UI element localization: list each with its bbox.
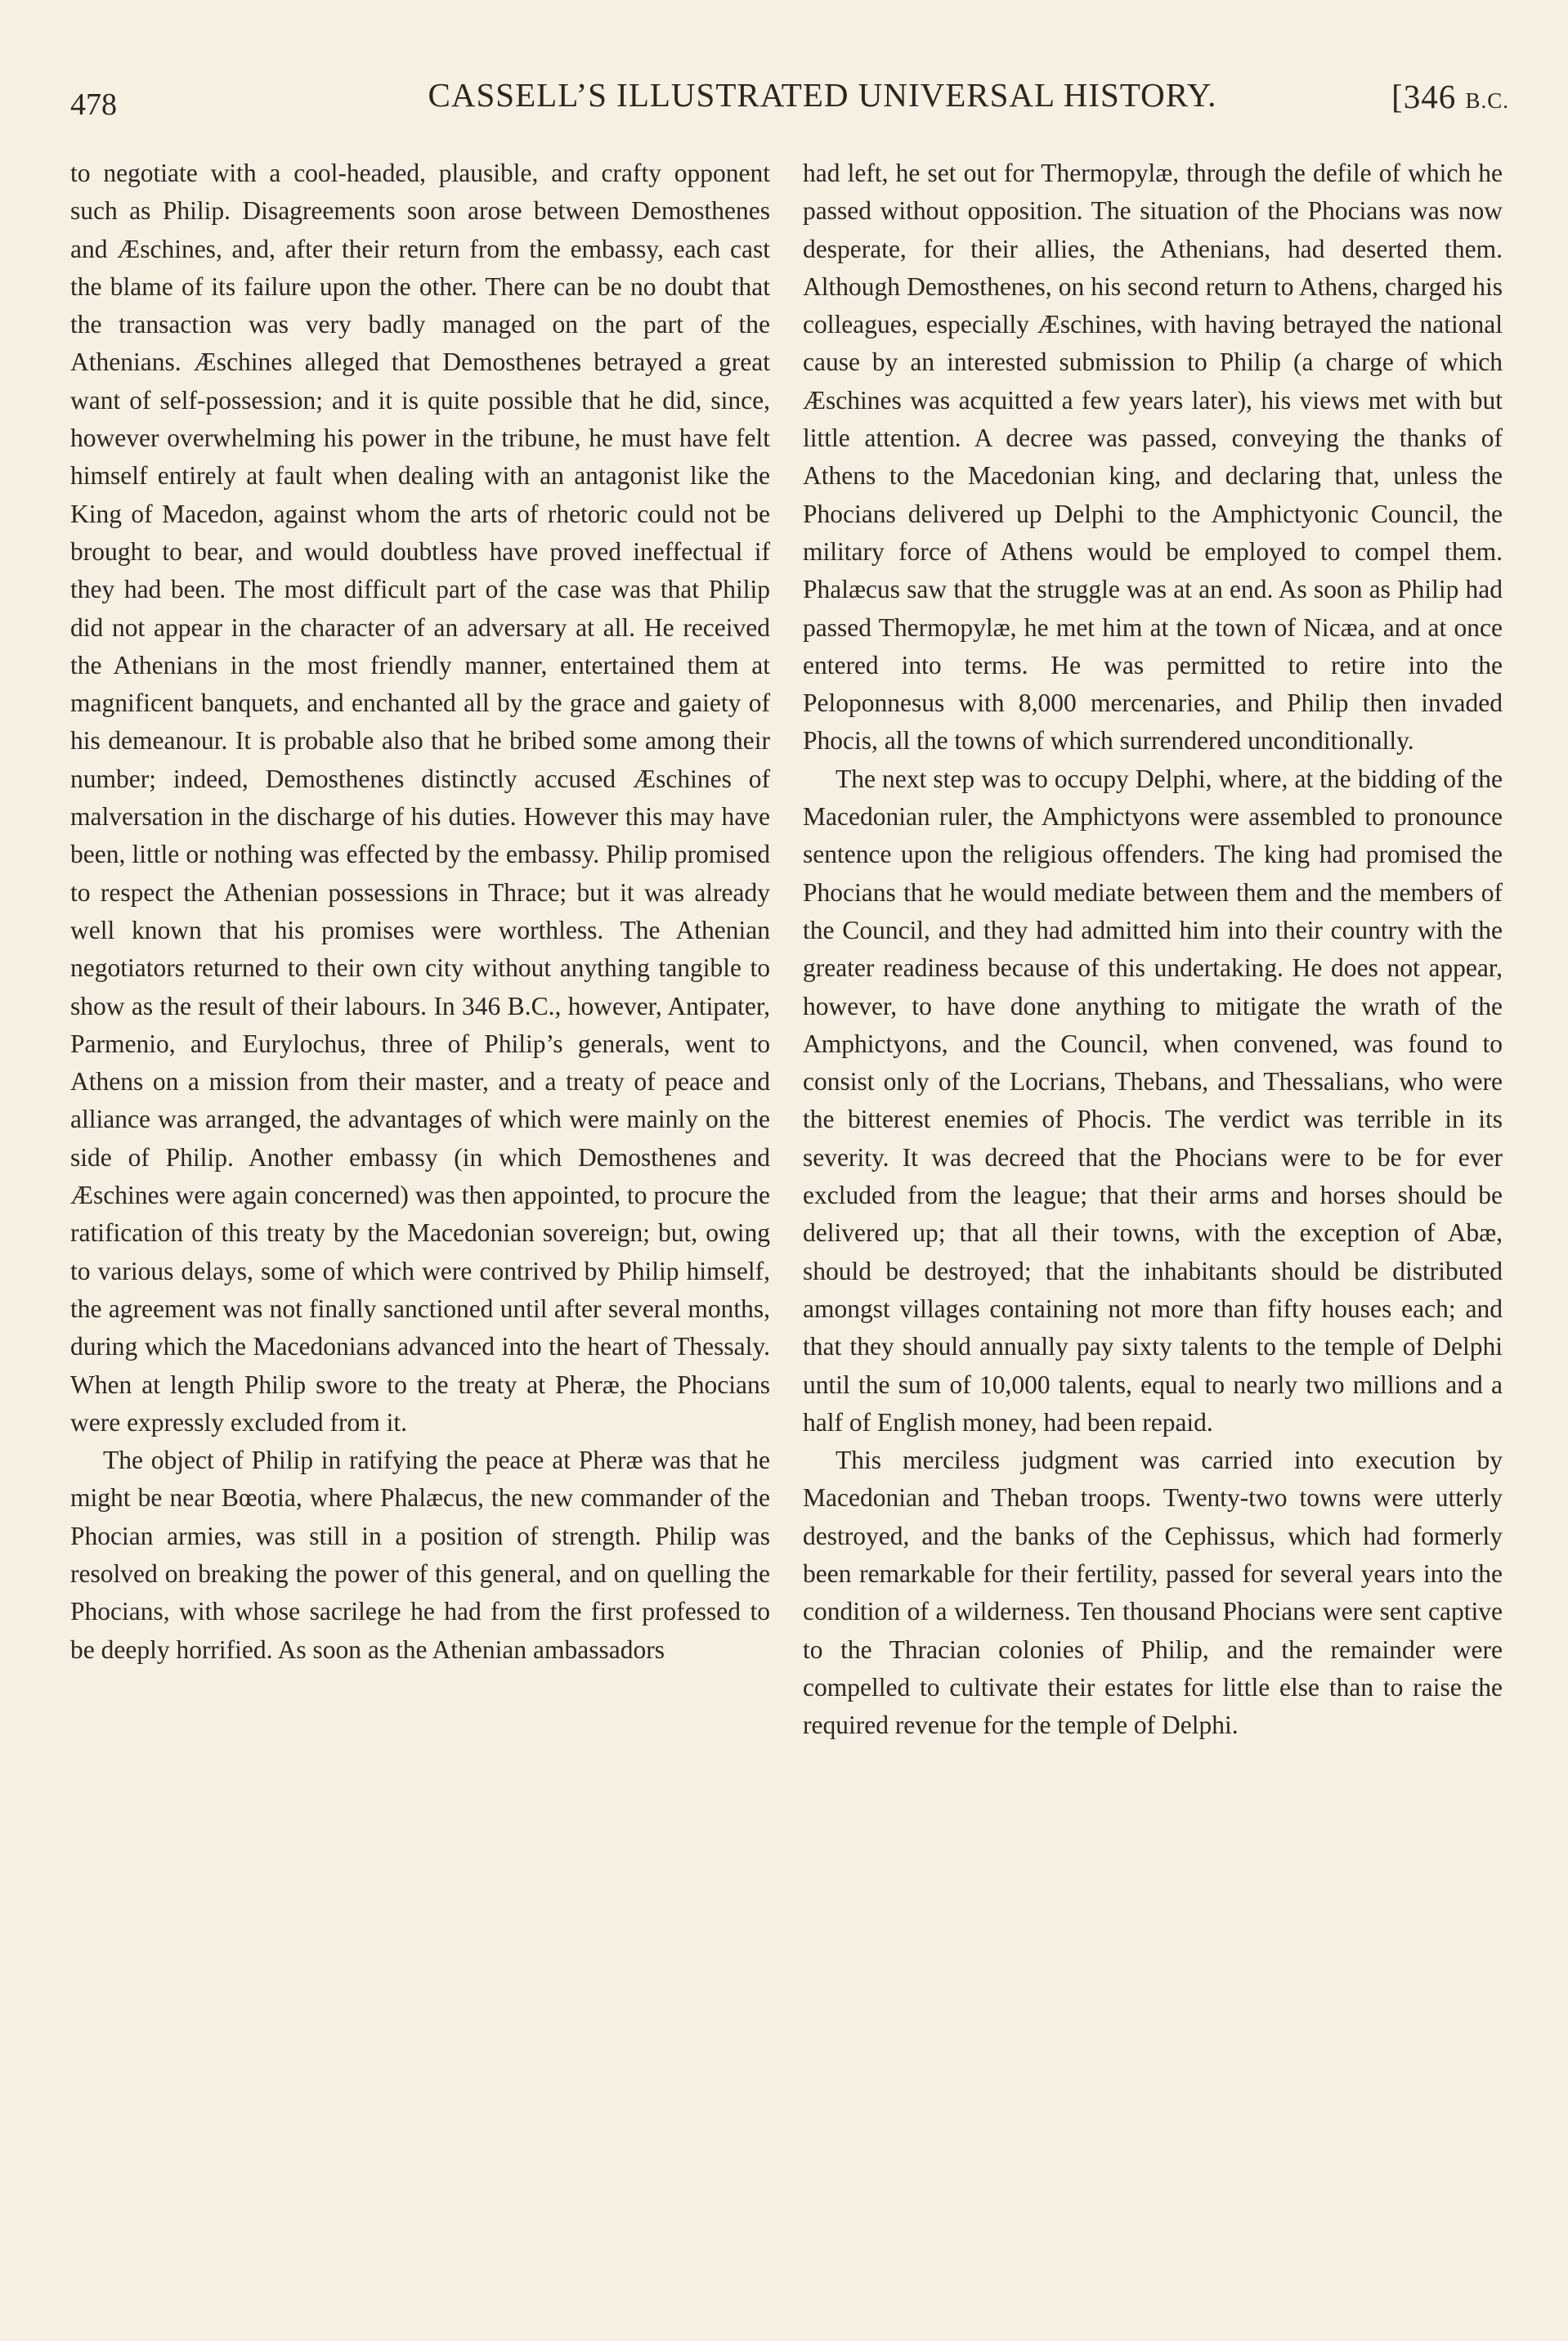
date-prefix: [346 bbox=[1391, 78, 1466, 115]
right-paragraph-1: had left, he set out for Thermopylæ, through the defile of which he passed without opposition. The situation of the Phocians was now desperate, for their allies, the Athenians, had deserted them. Although Demosthenes, on his second return to Athens, charged his colleagues, especially Æschines, with having betrayed the national cause by an interested submission to Philip (a charge of which Æschines was acquitted a few years later), his views met with but little attention. A decree was passed, conveying the thanks of Athens to the Macedonian king, and declaring that, unless the Phocians delivered up Delphi to the Amphictyonic Council, the military force of Athens would be employed to compel them. Phalæcus saw that the struggle was at an end. As soon as Philip had passed Thermopylæ, he met him at the town of Nicæa, and at once entered into terms. He was permitted to retire into the Peloponnesus with 8,000 mercenaries, and Philip then invaded Phocis, all the towns of which surrendered unconditionally. bbox=[803, 159, 1503, 756]
date-era: B.C. bbox=[1465, 88, 1509, 113]
running-title: CASSELL’S ILLUSTRATED UNIVERSAL HISTORY. bbox=[428, 76, 1217, 114]
left-paragraph-1: to negotiate with a cool-headed, plausible, and crafty opponent such as Philip. Disagreements soon arose between Demosthenes and Æschines, and, after their return from the embassy, each cast the blame of its failure upon the other. There can be no doubt that the transaction was very badly managed on the part of the Athenians. Æschines alleged that Demosthenes betrayed a great want of self-possession; and it is quite possible that he did, since, however overwhelming his power in the tribune, he must have felt himself entirely at fault when dealing with an antagonist like the King of Macedon, against whom the arts of rhetoric could not be brought to bear, and would doubtless have proved ineffectual if they had been. The most difficult part of the case was that Philip did not appear in the character of an adversary at all. He received the Athenians in the most friendly manner, entertained them at magnificent banquets, and enchanted all by the grace and gaiety of his demeanour. It is probable also that he bribed some among their number; indeed, Demosthenes distinctly accused Æschines of malversation in the discharge of his duties. However this may have been, little or nothing was effected by the embassy. Philip promised to respect the Athenian possessions in Thrace; but it was already well known that his promises were worthless. The Athenian negotiators returned to their own city without anything tangible to show as the result of their labours. In 346 B.C., however, Antipater, Parmenio, and Eurylochus, three of Philip’s generals, went to Athens on a mission from their master, and a treaty of peace and alliance was arranged, the advantages of which were mainly on the side of Philip. Another embassy (in which Demosthenes and Æschines were again concerned) was then appointed, to procure the ratification of this treaty by the Macedonian sovereign; but, owing to various delays, some of which were contrived by Philip himself, the agreement was not finally sanctioned until after several months, during which the Macedonians advanced into the heart of Thessaly. When at length Philip swore to the treaty at Pheræ, the Phocians were expressly excluded from it. bbox=[70, 159, 770, 1437]
page-number: 478 bbox=[70, 87, 117, 122]
right-column bbox=[803, 155, 1503, 1744]
date-marker bbox=[1391, 77, 1509, 116]
running-header bbox=[70, 75, 1509, 124]
right-paragraph-2: The next step was to occupy Delphi, where, at the bidding of the Macedonian ruler, the Amphictyons were assembled to pronounce sentence upon the religious offenders. The king had promised the Phocians that he would mediate between them and the members of the Council, and they had admitted him into their country with the greater readiness because of this undertaking. He does not appear, however, to have done anything to mitigate the wrath of the Amphictyons, and the Council, when convened, was found to consist only of the Locrians, Thebans, and Thessalians, who were the bitterest enemies of Phocis. The verdict was terrible in its severity. It was decreed that the Phocians were to be for ever excluded from the league; that their arms and horses should be delivered up; that all their towns, with the exception of Abæ, should be destroyed; that the inhabitants should be distributed amongst villages containing not more than fifty houses each; and that they should annually pay sixty talents to the temple of Delphi until the sum of 10,000 talents, equal to nearly two millions and a half of English money, had been repaid. bbox=[803, 764, 1503, 1437]
left-column bbox=[70, 155, 770, 1669]
left-paragraph-2: The object of Philip in ratifying the peace at Pheræ was that he might be near Bœotia, where Phalæcus, the new commander of the Phocian armies, was still in a position of strength. Philip was resolved on breaking the power of this general, and on quelling the Phocians, with whose sacrilege he had from the first professed to be deeply horrified. As soon as the Athenian ambassadors bbox=[70, 1446, 770, 1664]
right-paragraph-3: This merciless judgment was carried into execution by Macedonian and Theban troops. Twenty-two towns were utterly destroyed, and the banks of the Cephissus, which had formerly been remarkable for their fertility, passed for several years into the condition of a wilderness. Ten thousand Phocians were sent captive to the Thracian colonies of Philip, and the remainder were compelled to cultivate their estates for little else than to raise the required revenue for the temple of Delphi. bbox=[803, 1446, 1503, 1740]
